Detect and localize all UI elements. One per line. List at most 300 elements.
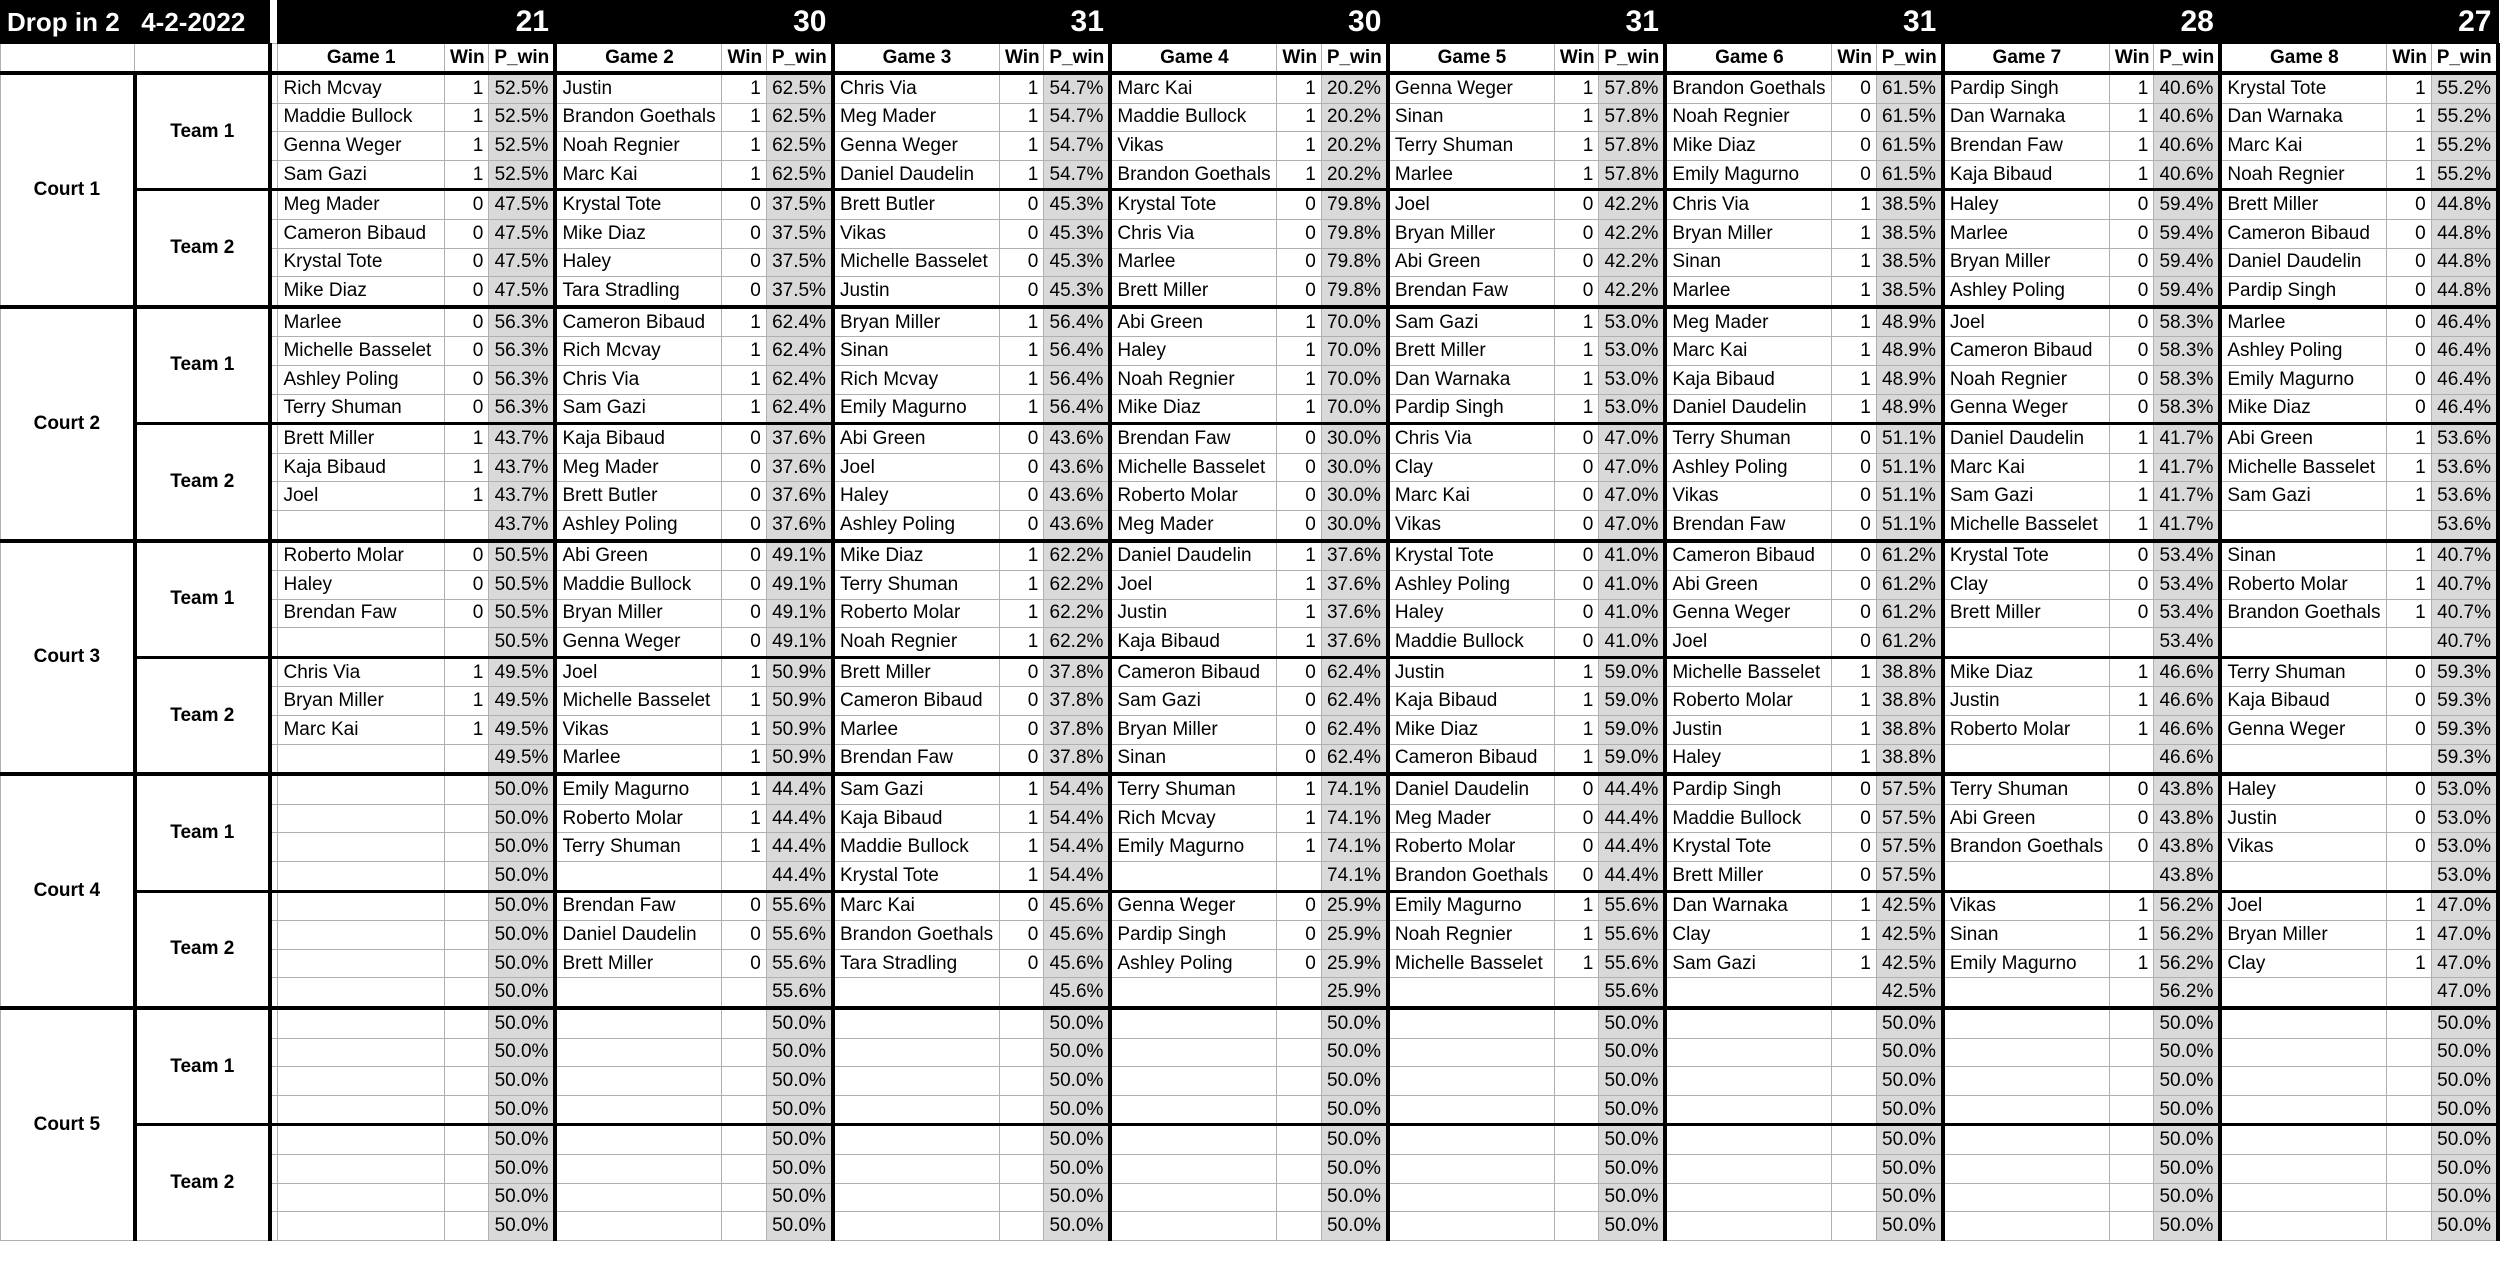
win-cell[interactable] xyxy=(1277,1183,1321,1212)
player-cell[interactable]: Rich Mcvay xyxy=(833,365,1000,394)
win-cell[interactable] xyxy=(2109,1154,2153,1183)
pwin-cell[interactable]: 50.0% xyxy=(489,1038,556,1067)
win-cell[interactable] xyxy=(1277,862,1321,892)
player-cell[interactable] xyxy=(2220,1125,2387,1155)
pwin-cell[interactable]: 55.2% xyxy=(2431,132,2498,161)
player-cell[interactable] xyxy=(1388,1154,1555,1183)
win-cell[interactable]: 1 xyxy=(1554,921,1598,950)
player-cell[interactable] xyxy=(2220,1154,2387,1183)
pwin-cell[interactable]: 50.0% xyxy=(489,774,556,804)
pwin-cell[interactable]: 50.0% xyxy=(766,1154,833,1183)
win-cell[interactable] xyxy=(2109,1183,2153,1212)
game-7-total[interactable]: 28 xyxy=(1943,1,2220,44)
pwin-cell[interactable]: 50.0% xyxy=(489,1008,556,1038)
win-cell[interactable]: 0 xyxy=(1277,744,1321,774)
player-cell[interactable] xyxy=(2220,1067,2387,1096)
win-cell[interactable]: 1 xyxy=(999,833,1043,862)
win-cell[interactable]: 0 xyxy=(1277,424,1321,454)
win-cell[interactable] xyxy=(2387,862,2431,892)
win-cell[interactable]: 0 xyxy=(1832,774,1876,804)
pwin-cell[interactable]: 56.2% xyxy=(2154,978,2221,1008)
win-cell[interactable]: 1 xyxy=(1832,949,1876,978)
player-cell[interactable]: Pardip Singh xyxy=(1943,73,2110,103)
pwin-cell[interactable]: 62.5% xyxy=(766,103,833,132)
game-4-header[interactable]: Game 4 xyxy=(1110,44,1277,74)
player-cell[interactable]: Brandon Goethals xyxy=(1665,73,1832,103)
pwin-cell[interactable]: 50.0% xyxy=(1599,1067,1666,1096)
team-label[interactable]: Team 2 xyxy=(135,190,270,307)
pwin-cell[interactable]: 42.5% xyxy=(1876,891,1943,921)
pwin-cell[interactable]: 49.1% xyxy=(766,599,833,628)
player-cell[interactable]: Noah Regnier xyxy=(1665,103,1832,132)
player-cell[interactable]: Daniel Daudelin xyxy=(2220,248,2387,277)
pwin-cell[interactable]: 50.0% xyxy=(489,1095,556,1125)
win-cell[interactable] xyxy=(722,1212,766,1241)
game-8-total[interactable]: 27 xyxy=(2220,1,2498,44)
player-cell[interactable] xyxy=(1943,1008,2110,1038)
pwin-cell[interactable]: 51.1% xyxy=(1876,424,1943,454)
game-1-header[interactable]: Game 1 xyxy=(278,44,445,74)
pwin-cell[interactable]: 44.8% xyxy=(2431,219,2498,248)
player-cell[interactable] xyxy=(1110,1067,1277,1096)
pwin-cell[interactable]: 58.3% xyxy=(2154,394,2221,424)
pwin-cell[interactable]: 40.7% xyxy=(2431,541,2498,571)
player-cell[interactable]: Brandon Goethals xyxy=(833,921,1000,950)
pwin-cell[interactable]: 53.4% xyxy=(2154,628,2221,658)
player-cell[interactable]: Brett Butler xyxy=(833,190,1000,220)
win-cell[interactable] xyxy=(2387,628,2431,658)
win-cell[interactable]: 0 xyxy=(1554,804,1598,833)
win-cell[interactable]: 1 xyxy=(722,774,766,804)
win-cell[interactable] xyxy=(722,1008,766,1038)
player-cell[interactable]: Bryan Miller xyxy=(1665,219,1832,248)
win-cell[interactable] xyxy=(1277,1154,1321,1183)
player-cell[interactable]: Rich Mcvay xyxy=(555,337,722,366)
pwin-cell[interactable]: 62.5% xyxy=(766,73,833,103)
win-cell[interactable]: 1 xyxy=(722,307,766,337)
win-cell[interactable]: 1 xyxy=(2109,891,2153,921)
pwin-cell[interactable]: 59.4% xyxy=(2154,219,2221,248)
player-cell[interactable]: Vikas xyxy=(833,219,1000,248)
win-cell[interactable]: 0 xyxy=(2109,394,2153,424)
win-cell[interactable]: 0 xyxy=(1832,482,1876,511)
pwin-cell[interactable]: 50.0% xyxy=(1599,1038,1666,1067)
win-header[interactable]: Win xyxy=(999,44,1043,74)
pwin-cell[interactable]: 47.0% xyxy=(1599,424,1666,454)
pwin-cell[interactable]: 46.6% xyxy=(2154,657,2221,687)
player-cell[interactable]: Brendan Faw xyxy=(833,744,1000,774)
player-cell[interactable]: Bryan Miller xyxy=(278,687,445,716)
player-cell[interactable]: Pardip Singh xyxy=(1665,774,1832,804)
win-cell[interactable]: 0 xyxy=(2109,219,2153,248)
team-label[interactable]: Team 1 xyxy=(135,1008,270,1125)
pwin-cell[interactable]: 50.0% xyxy=(1599,1125,1666,1155)
win-cell[interactable]: 0 xyxy=(722,453,766,482)
win-cell[interactable]: 0 xyxy=(1832,571,1876,600)
pwin-cell[interactable]: 55.6% xyxy=(766,921,833,950)
win-cell[interactable]: 1 xyxy=(2109,132,2153,161)
player-cell[interactable]: Brett Butler xyxy=(555,482,722,511)
player-cell[interactable]: Cameron Bibaud xyxy=(1110,657,1277,687)
win-cell[interactable] xyxy=(1554,1212,1598,1241)
win-cell[interactable]: 0 xyxy=(999,921,1043,950)
player-cell[interactable]: Marlee xyxy=(1388,160,1555,190)
player-cell[interactable]: Emily Magurno xyxy=(2220,365,2387,394)
pwin-cell[interactable]: 43.6% xyxy=(1044,510,1111,540)
player-cell[interactable]: Maddie Bullock xyxy=(278,103,445,132)
win-cell[interactable]: 0 xyxy=(1832,103,1876,132)
pwin-cell[interactable]: 50.0% xyxy=(2154,1154,2221,1183)
player-cell[interactable]: Bryan Miller xyxy=(1110,716,1277,745)
win-cell[interactable]: 1 xyxy=(1832,687,1876,716)
win-cell[interactable]: 1 xyxy=(1832,891,1876,921)
player-cell[interactable] xyxy=(2220,1212,2387,1241)
player-cell[interactable]: Roberto Molar xyxy=(555,804,722,833)
win-cell[interactable]: 1 xyxy=(1832,921,1876,950)
pwin-cell[interactable]: 43.7% xyxy=(489,424,556,454)
win-cell[interactable]: 0 xyxy=(2387,657,2431,687)
pwin-cell[interactable]: 55.6% xyxy=(766,949,833,978)
win-cell[interactable]: 1 xyxy=(722,132,766,161)
win-cell[interactable]: 0 xyxy=(2109,365,2153,394)
player-cell[interactable]: Joel xyxy=(278,482,445,511)
player-cell[interactable]: Chris Via xyxy=(555,365,722,394)
pwin-header[interactable]: P_win xyxy=(766,44,833,74)
win-cell[interactable] xyxy=(1832,1125,1876,1155)
player-cell[interactable]: Noah Regnier xyxy=(555,132,722,161)
header-blank-team[interactable] xyxy=(135,44,270,74)
player-cell[interactable]: Ashley Poling xyxy=(1110,949,1277,978)
player-cell[interactable] xyxy=(1665,1183,1832,1212)
pwin-cell[interactable]: 47.0% xyxy=(2431,891,2498,921)
pwin-cell[interactable]: 50.0% xyxy=(489,891,556,921)
player-cell[interactable] xyxy=(555,1067,722,1096)
player-cell[interactable]: Daniel Daudelin xyxy=(1665,394,1832,424)
win-cell[interactable]: 1 xyxy=(1554,365,1598,394)
player-cell[interactable]: Justin xyxy=(1943,687,2110,716)
win-cell[interactable] xyxy=(1277,1008,1321,1038)
pwin-cell[interactable]: 59.4% xyxy=(2154,248,2221,277)
pwin-cell[interactable]: 53.0% xyxy=(1599,365,1666,394)
player-cell[interactable]: Genna Weger xyxy=(2220,716,2387,745)
pwin-cell[interactable]: 55.6% xyxy=(1599,921,1666,950)
win-cell[interactable]: 0 xyxy=(999,424,1043,454)
player-cell[interactable]: Ashley Poling xyxy=(278,365,445,394)
win-cell[interactable]: 1 xyxy=(2387,132,2431,161)
player-cell[interactable]: Emily Magurno xyxy=(833,394,1000,424)
player-cell[interactable] xyxy=(278,1038,445,1067)
win-cell[interactable]: 1 xyxy=(722,73,766,103)
pwin-cell[interactable]: 50.0% xyxy=(489,804,556,833)
win-cell[interactable]: 0 xyxy=(2387,307,2431,337)
pwin-cell[interactable]: 47.5% xyxy=(489,248,556,277)
win-cell[interactable]: 1 xyxy=(722,687,766,716)
pwin-cell[interactable]: 50.0% xyxy=(489,1154,556,1183)
pwin-header[interactable]: P_win xyxy=(1321,44,1388,74)
win-cell[interactable]: 1 xyxy=(1277,571,1321,600)
pwin-cell[interactable]: 61.2% xyxy=(1876,599,1943,628)
team-label[interactable]: Team 2 xyxy=(135,424,270,541)
pwin-cell[interactable]: 50.0% xyxy=(2154,1183,2221,1212)
pwin-cell[interactable]: 41.0% xyxy=(1599,628,1666,658)
player-cell[interactable]: Bryan Miller xyxy=(1943,248,2110,277)
win-cell[interactable]: 0 xyxy=(1832,132,1876,161)
player-cell[interactable] xyxy=(1388,1212,1555,1241)
player-cell[interactable]: Noah Regnier xyxy=(1943,365,2110,394)
pwin-cell[interactable]: 50.0% xyxy=(1321,1183,1388,1212)
pwin-cell[interactable]: 50.0% xyxy=(2431,1212,2498,1241)
pwin-cell[interactable]: 43.8% xyxy=(2154,774,2221,804)
win-cell[interactable]: 0 xyxy=(1554,510,1598,540)
win-cell[interactable]: 1 xyxy=(444,103,488,132)
win-cell[interactable]: 0 xyxy=(444,248,488,277)
win-cell[interactable]: 0 xyxy=(2109,804,2153,833)
pwin-cell[interactable]: 40.6% xyxy=(2154,132,2221,161)
win-cell[interactable] xyxy=(444,921,488,950)
win-cell[interactable] xyxy=(2387,1008,2431,1038)
win-cell[interactable]: 1 xyxy=(1277,541,1321,571)
player-cell[interactable] xyxy=(2220,1038,2387,1067)
player-cell[interactable] xyxy=(278,891,445,921)
win-cell[interactable]: 1 xyxy=(1554,103,1598,132)
player-cell[interactable]: Sam Gazi xyxy=(833,774,1000,804)
pwin-cell[interactable]: 50.0% xyxy=(1876,1183,1943,1212)
player-cell[interactable] xyxy=(1943,1067,2110,1096)
win-cell[interactable] xyxy=(1277,978,1321,1008)
pwin-cell[interactable]: 50.0% xyxy=(1044,1183,1111,1212)
player-cell[interactable] xyxy=(833,1154,1000,1183)
player-cell[interactable] xyxy=(1388,1038,1555,1067)
pwin-cell[interactable]: 40.7% xyxy=(2431,599,2498,628)
player-cell[interactable]: Daniel Daudelin xyxy=(1110,541,1277,571)
win-cell[interactable] xyxy=(2109,1008,2153,1038)
player-cell[interactable] xyxy=(2220,1008,2387,1038)
player-cell[interactable] xyxy=(1665,1154,1832,1183)
player-cell[interactable]: Joel xyxy=(1665,628,1832,658)
win-cell[interactable]: 0 xyxy=(1832,510,1876,540)
win-cell[interactable]: 1 xyxy=(999,132,1043,161)
player-cell[interactable]: Terry Shuman xyxy=(278,394,445,424)
win-cell[interactable]: 1 xyxy=(1832,365,1876,394)
player-cell[interactable]: Sinan xyxy=(1943,921,2110,950)
player-cell[interactable] xyxy=(1943,1125,2110,1155)
pwin-cell[interactable]: 50.0% xyxy=(1044,1008,1111,1038)
win-cell[interactable]: 0 xyxy=(999,510,1043,540)
pwin-cell[interactable]: 48.9% xyxy=(1876,307,1943,337)
win-cell[interactable]: 0 xyxy=(999,219,1043,248)
player-cell[interactable]: Marlee xyxy=(278,307,445,337)
win-cell[interactable]: 1 xyxy=(999,307,1043,337)
player-cell[interactable]: Ashley Poling xyxy=(1388,571,1555,600)
player-cell[interactable]: Pardip Singh xyxy=(2220,277,2387,307)
player-cell[interactable]: Mike Diaz xyxy=(1943,657,2110,687)
player-cell[interactable] xyxy=(555,1095,722,1125)
pwin-cell[interactable]: 50.0% xyxy=(2431,1067,2498,1096)
win-cell[interactable]: 0 xyxy=(999,949,1043,978)
player-cell[interactable]: Roberto Molar xyxy=(1388,833,1555,862)
pwin-cell[interactable]: 48.9% xyxy=(1876,365,1943,394)
pwin-header[interactable]: P_win xyxy=(489,44,556,74)
pwin-cell[interactable]: 37.6% xyxy=(766,453,833,482)
pwin-cell[interactable]: 50.0% xyxy=(2154,1212,2221,1241)
win-cell[interactable]: 0 xyxy=(2109,190,2153,220)
player-cell[interactable] xyxy=(1665,1038,1832,1067)
player-cell[interactable]: Brett Miller xyxy=(2220,190,2387,220)
win-cell[interactable]: 1 xyxy=(1832,219,1876,248)
win-cell[interactable]: 0 xyxy=(1832,862,1876,892)
player-cell[interactable]: Marc Kai xyxy=(833,891,1000,921)
win-cell[interactable]: 1 xyxy=(1277,365,1321,394)
player-cell[interactable]: Sinan xyxy=(1110,744,1277,774)
player-cell[interactable]: Haley xyxy=(1943,190,2110,220)
win-cell[interactable]: 1 xyxy=(1554,132,1598,161)
pwin-cell[interactable]: 50.0% xyxy=(2154,1038,2221,1067)
win-cell[interactable]: 0 xyxy=(1832,453,1876,482)
pwin-cell[interactable]: 41.7% xyxy=(2154,482,2221,511)
player-cell[interactable]: Brett Miller xyxy=(833,657,1000,687)
player-cell[interactable]: Abi Green xyxy=(1943,804,2110,833)
win-cell[interactable]: 0 xyxy=(1554,453,1598,482)
player-cell[interactable]: Marlee xyxy=(1110,248,1277,277)
player-cell[interactable]: Ashley Poling xyxy=(1665,453,1832,482)
win-cell[interactable] xyxy=(1832,978,1876,1008)
player-cell[interactable]: Cameron Bibaud xyxy=(2220,219,2387,248)
win-cell[interactable]: 0 xyxy=(2387,219,2431,248)
pwin-cell[interactable]: 57.8% xyxy=(1599,73,1666,103)
win-cell[interactable]: 1 xyxy=(2387,453,2431,482)
win-cell[interactable] xyxy=(1277,1038,1321,1067)
win-cell[interactable]: 0 xyxy=(1277,190,1321,220)
win-cell[interactable] xyxy=(444,1154,488,1183)
court-label[interactable]: Court 4 xyxy=(1,774,135,1008)
game-3-header[interactable]: Game 3 xyxy=(833,44,1000,74)
pwin-cell[interactable]: 45.3% xyxy=(1044,248,1111,277)
player-cell[interactable]: Meg Mader xyxy=(555,453,722,482)
win-cell[interactable] xyxy=(722,1095,766,1125)
win-cell[interactable]: 0 xyxy=(2387,687,2431,716)
pwin-cell[interactable]: 59.0% xyxy=(1599,657,1666,687)
win-header[interactable]: Win xyxy=(2109,44,2153,74)
pwin-cell[interactable]: 50.0% xyxy=(1044,1095,1111,1125)
player-cell[interactable]: Brendan Faw xyxy=(1388,277,1555,307)
player-cell[interactable] xyxy=(555,1125,722,1155)
win-cell[interactable]: 0 xyxy=(1277,921,1321,950)
win-cell[interactable] xyxy=(722,978,766,1008)
player-cell[interactable] xyxy=(2220,510,2387,540)
win-cell[interactable] xyxy=(1554,1067,1598,1096)
win-cell[interactable] xyxy=(444,833,488,862)
win-cell[interactable] xyxy=(999,1154,1043,1183)
player-cell[interactable]: Genna Weger xyxy=(1388,73,1555,103)
team-label[interactable]: Team 1 xyxy=(135,73,270,190)
player-cell[interactable]: Sinan xyxy=(2220,541,2387,571)
pwin-cell[interactable]: 58.3% xyxy=(2154,337,2221,366)
win-cell[interactable] xyxy=(444,862,488,892)
win-cell[interactable] xyxy=(2387,744,2431,774)
win-cell[interactable]: 1 xyxy=(722,744,766,774)
player-cell[interactable] xyxy=(1110,1183,1277,1212)
player-cell[interactable] xyxy=(278,1067,445,1096)
win-cell[interactable]: 0 xyxy=(2109,541,2153,571)
win-cell[interactable] xyxy=(2387,1095,2431,1125)
win-cell[interactable]: 0 xyxy=(1277,248,1321,277)
team-label[interactable]: Team 2 xyxy=(135,891,270,1008)
pwin-cell[interactable]: 38.5% xyxy=(1876,219,1943,248)
player-cell[interactable] xyxy=(555,1008,722,1038)
pwin-cell[interactable]: 50.0% xyxy=(1321,1038,1388,1067)
player-cell[interactable]: Roberto Molar xyxy=(278,541,445,571)
win-cell[interactable]: 1 xyxy=(444,482,488,511)
pwin-cell[interactable]: 46.4% xyxy=(2431,337,2498,366)
pwin-cell[interactable]: 46.4% xyxy=(2431,307,2498,337)
win-cell[interactable]: 0 xyxy=(722,949,766,978)
player-cell[interactable] xyxy=(1665,1212,1832,1241)
player-cell[interactable]: Emily Magurno xyxy=(555,774,722,804)
player-cell[interactable]: Chris Via xyxy=(1110,219,1277,248)
player-cell[interactable]: Clay xyxy=(1943,571,2110,600)
player-cell[interactable]: Sam Gazi xyxy=(1943,482,2110,511)
pwin-cell[interactable]: 70.0% xyxy=(1321,307,1388,337)
player-cell[interactable] xyxy=(1943,1183,2110,1212)
win-cell[interactable]: 0 xyxy=(444,394,488,424)
pwin-cell[interactable]: 61.5% xyxy=(1876,160,1943,190)
player-cell[interactable]: Chris Via xyxy=(278,657,445,687)
pwin-cell[interactable]: 43.8% xyxy=(2154,833,2221,862)
player-cell[interactable] xyxy=(1388,978,1555,1008)
player-cell[interactable]: Brett Miller xyxy=(555,949,722,978)
win-cell[interactable]: 1 xyxy=(444,657,488,687)
player-cell[interactable]: Marc Kai xyxy=(1388,482,1555,511)
win-cell[interactable] xyxy=(444,978,488,1008)
player-cell[interactable]: Marlee xyxy=(1665,277,1832,307)
pwin-cell[interactable]: 50.0% xyxy=(1876,1008,1943,1038)
pwin-cell[interactable]: 42.2% xyxy=(1599,248,1666,277)
win-cell[interactable]: 1 xyxy=(999,571,1043,600)
win-cell[interactable] xyxy=(1832,1067,1876,1096)
pwin-cell[interactable]: 46.4% xyxy=(2431,394,2498,424)
player-cell[interactable]: Maddie Bullock xyxy=(1665,804,1832,833)
win-cell[interactable] xyxy=(1832,1154,1876,1183)
player-cell[interactable] xyxy=(2220,862,2387,892)
player-cell[interactable]: Abi Green xyxy=(1665,571,1832,600)
win-cell[interactable]: 1 xyxy=(1554,949,1598,978)
game-4-total[interactable]: 30 xyxy=(1110,1,1387,44)
win-cell[interactable] xyxy=(2109,1067,2153,1096)
win-cell[interactable] xyxy=(722,1154,766,1183)
win-cell[interactable]: 0 xyxy=(1554,277,1598,307)
player-cell[interactable]: Brett Miller xyxy=(278,424,445,454)
player-cell[interactable] xyxy=(833,1125,1000,1155)
pwin-cell[interactable]: 37.6% xyxy=(766,510,833,540)
player-cell[interactable]: Dan Warnaka xyxy=(1943,103,2110,132)
pwin-header[interactable]: P_win xyxy=(2154,44,2221,74)
pwin-cell[interactable]: 20.2% xyxy=(1321,73,1388,103)
player-cell[interactable] xyxy=(833,1212,1000,1241)
player-cell[interactable] xyxy=(1388,1095,1555,1125)
win-cell[interactable]: 0 xyxy=(2387,804,2431,833)
pwin-cell[interactable]: 61.2% xyxy=(1876,628,1943,658)
player-cell[interactable]: Meg Mader xyxy=(1110,510,1277,540)
pwin-cell[interactable]: 47.0% xyxy=(2431,949,2498,978)
win-cell[interactable]: 0 xyxy=(444,190,488,220)
win-cell[interactable]: 0 xyxy=(1277,657,1321,687)
player-cell[interactable]: Kaja Bibaud xyxy=(555,424,722,454)
player-cell[interactable]: Haley xyxy=(555,248,722,277)
win-cell[interactable]: 1 xyxy=(1277,628,1321,658)
player-cell[interactable]: Michelle Basselet xyxy=(2220,453,2387,482)
win-cell[interactable]: 0 xyxy=(1554,628,1598,658)
pwin-header[interactable]: P_win xyxy=(1044,44,1111,74)
